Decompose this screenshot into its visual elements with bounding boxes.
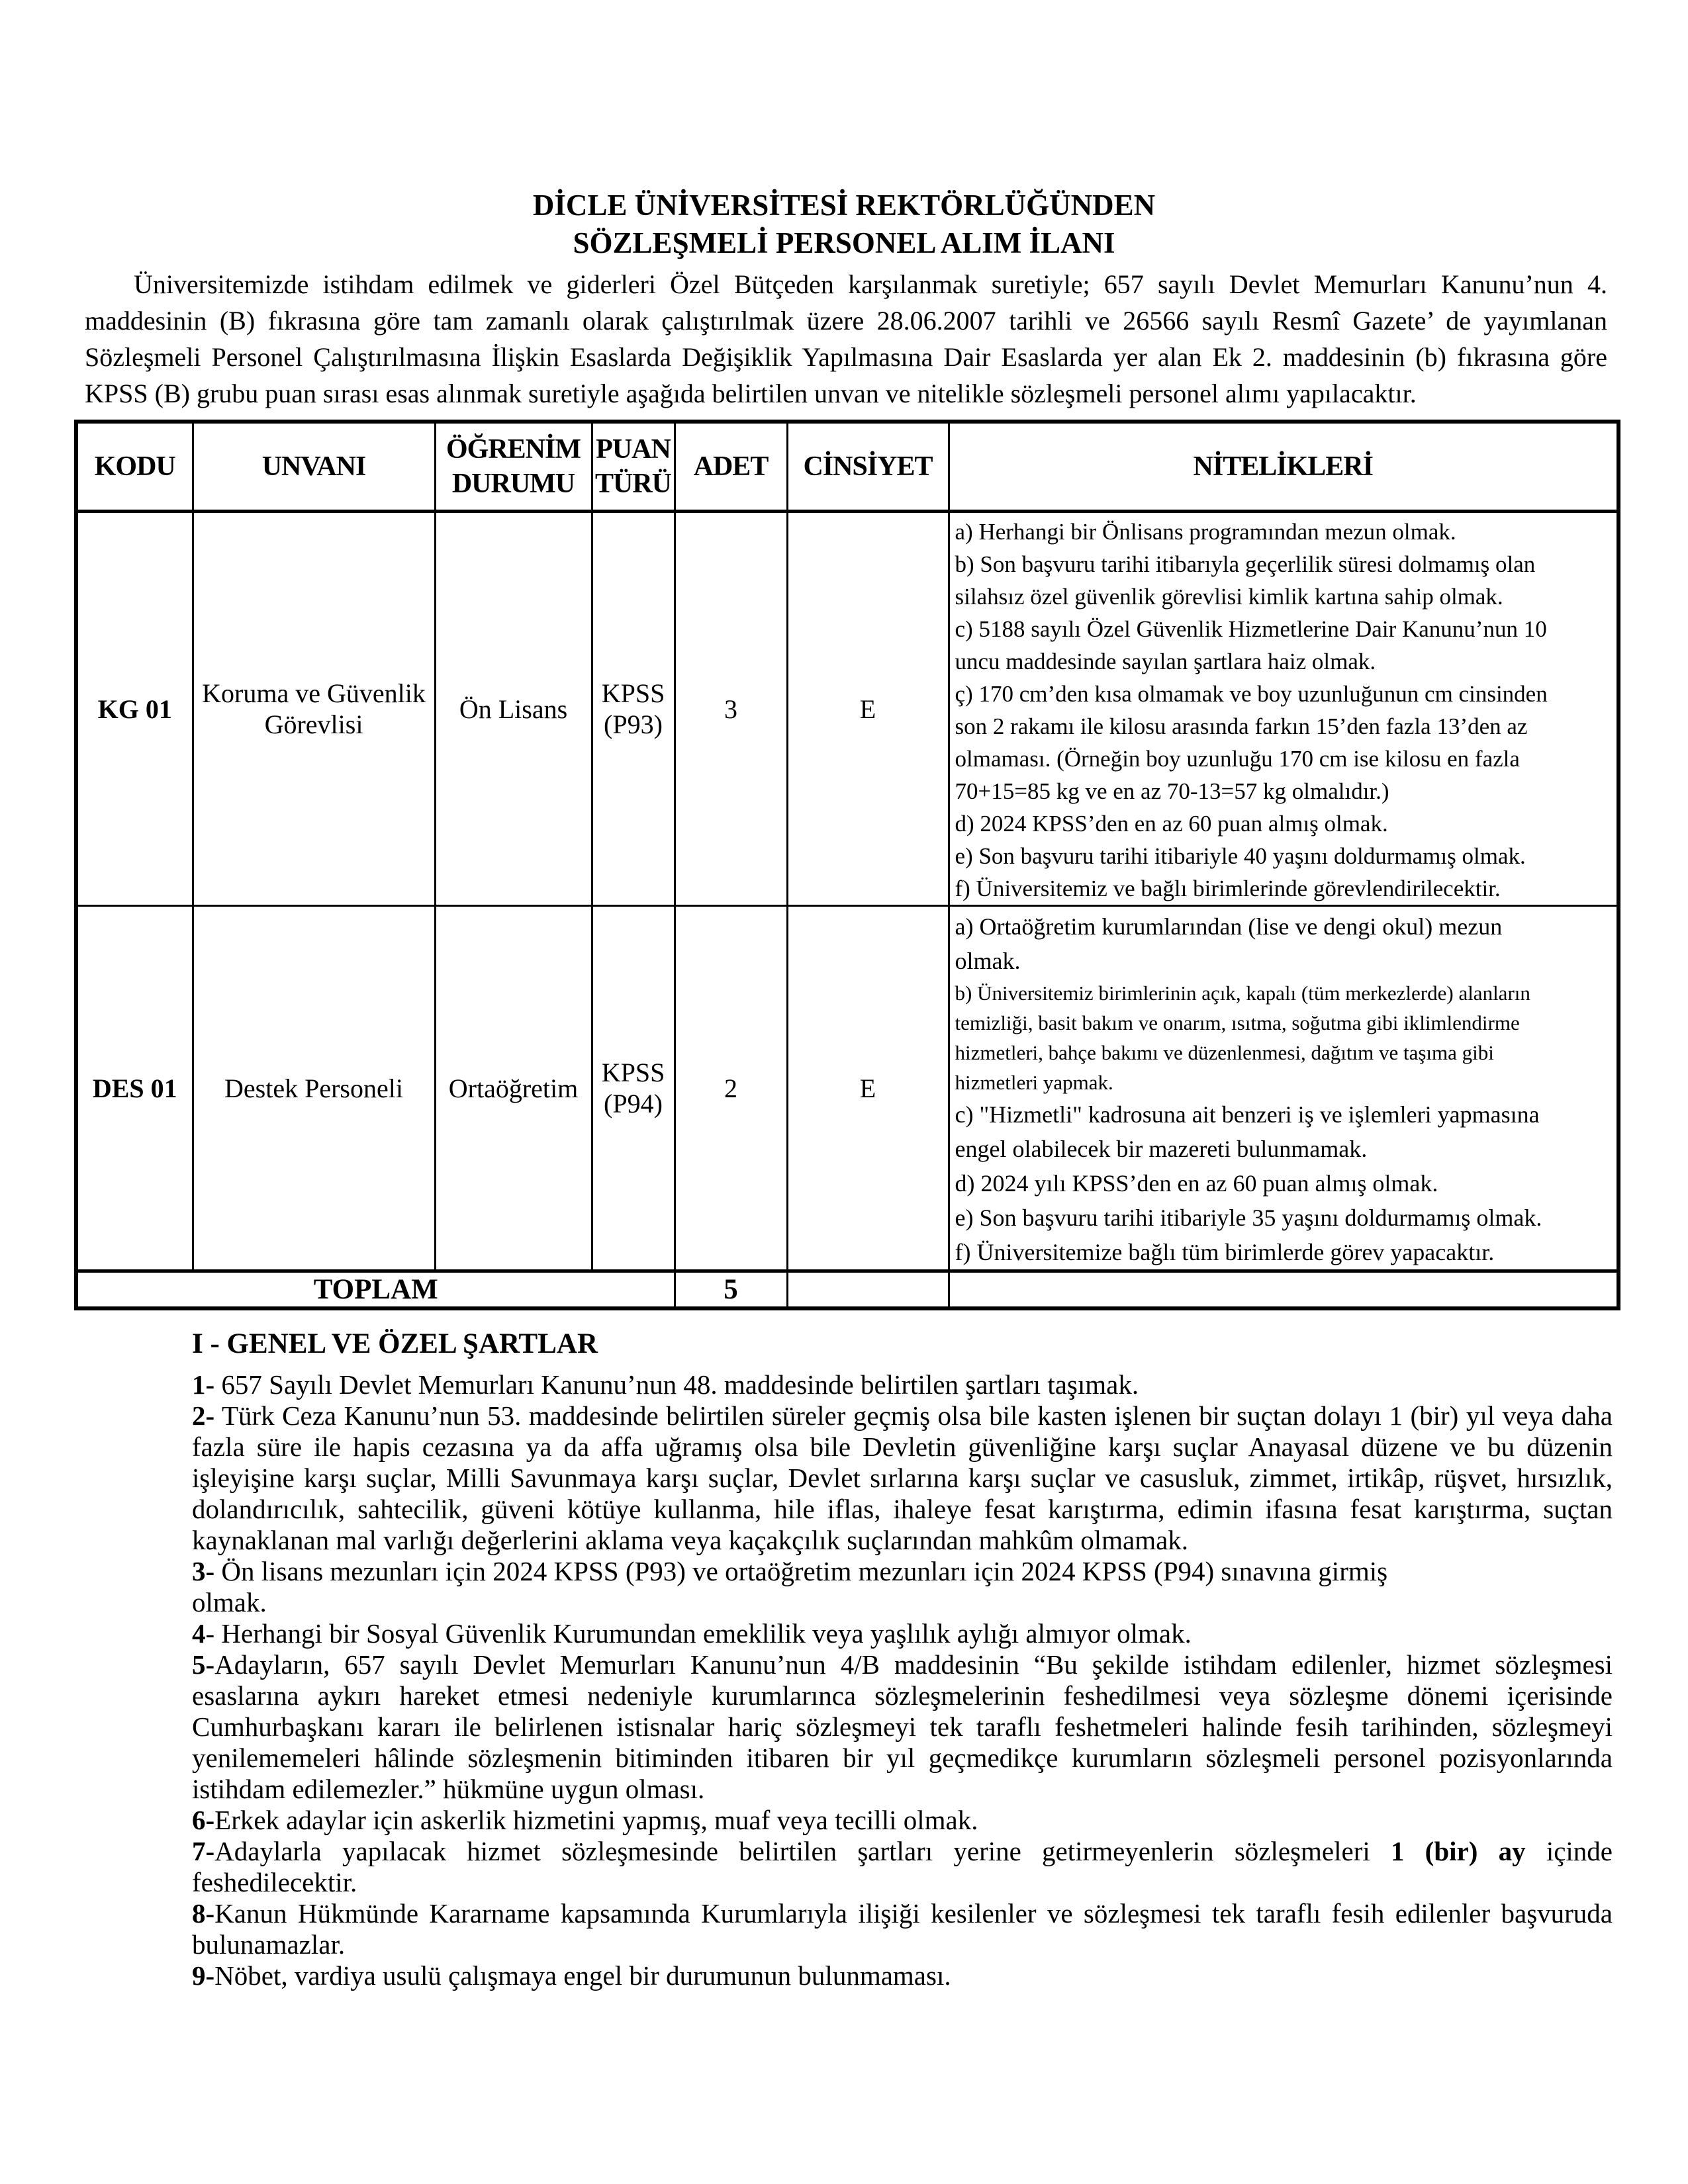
total-row xyxy=(76,1271,1618,1308)
cinsiyet-cell: E xyxy=(787,906,949,1271)
qualification-line: hizmetleri, bahçe bakımı ve düzenlenmesi, dağıtım ve taşıma gibi xyxy=(955,1041,1494,1064)
doc-title-line2: SÖZLEŞMELİ PERSONEL ALIM İLANI xyxy=(573,226,1115,259)
total-label-cell: TOPLAM xyxy=(76,1271,675,1308)
genel-sart-item-6 xyxy=(192,1805,1613,1836)
genel-sart-item-4 xyxy=(192,1618,1613,1649)
position-row-kg01 xyxy=(76,512,1618,906)
ogrenim-durumu-cell: Ön Lisans xyxy=(435,512,592,906)
qualification-line: d) 2024 yılı KPSS’den en az 60 puan almış olmak. xyxy=(955,1170,1438,1197)
qualification-line: silahsız özel güvenlik görevlisi kimlik kartına sahip olmak. xyxy=(955,584,1503,610)
item-text: Nöbet, vardiya usulü çalışmaya engel bir durumunun bulunmaması. xyxy=(214,1960,951,1991)
item-text: Adayların, 657 sayılı Devlet Memurları Kanunu’nun 4/B maddesinin “Bu şekilde istihdam edilenler, hizmet sözleşmesi esaslarına aykırı hareket etmesi nedeniyle kurumlarınca sözleşmelerinin feshedilmesi veya sözleşme dönemi içerisinde Cumhurbaşkanı kararı ile belirlenen istisnalar hariç sözleşmeyi tek taraflı feshetmeleri halinde fesih tarihinden, sözleşmeyi yenilememeleri hâlinde sözleşmenin bitiminden itibaren bir yıl geçmedikçe kurumların sözleşmeli personel pozisyonlarında istihdam edilemezler.” hükmüne uygun olması. xyxy=(192,1649,1613,1804)
genel-sartlar-list xyxy=(192,1369,1613,1991)
genel-sart-item-7 xyxy=(192,1836,1613,1898)
item-text: Erkek adaylar için askerlik hizmetini yapmış, muaf veya tecilli olmak. xyxy=(214,1804,978,1835)
genel-sart-item-1 xyxy=(192,1369,1613,1400)
genel-sart-item-3 xyxy=(192,1556,1613,1618)
cinsiyet-cell: E xyxy=(787,512,949,906)
item-text: Türk Ceza Kanunu’nun 53. maddesinde belirtilen süreler geçmiş olsa bile kasten işlenen bir suçtan dolayı 1 (bir) yıl veya daha fazla süre ile hapis cezasına ya da affa uğramış olsa bile Devletin güvenliğine karşı suçlar Anayasal düzene ve bu düzenin işleyişine karşı suçlar, Milli Savunmaya karşı suçlar, Devlet sırlarına karşı suçlar ve casusluk, zimmet, irtikâp, rüşvet, hırsızlık, dolandırıcılık, sahtecilik, güveni kötüye kullanma, hile iflas, ihaleye fesat karıştırma, edimin ifasına fesat karıştırma, suçtan kaynaklanan mal varlığı değerlerini aklama veya kaçakçılık suçlarından mahkûm olmamak. xyxy=(192,1400,1613,1555)
genel-sart-item-2 xyxy=(192,1400,1613,1556)
col-header-adet: ADET xyxy=(675,422,787,512)
col-header-cinsiyet: CİNSİYET xyxy=(787,422,949,512)
qualification-line: e) Son başvuru tarihi itibariyle 40 yaşını doldurmamış olmak. xyxy=(955,843,1526,869)
genel-sart-item-8 xyxy=(192,1898,1613,1960)
item-text: 657 Sayılı Devlet Memurları Kanunu’nun 48. maddesinde belirtilen şartları taşımak. xyxy=(214,1369,1139,1400)
col-header-unvani: UNVANI xyxy=(193,422,435,512)
item-text: - Herhangi bir Sosyal Güvenlik Kurumundan emeklilik veya yaşlılık aylığı almıyor olmak. xyxy=(205,1617,1192,1649)
qualification-line: ç) 170 cm’den kısa olmamak ve boy uzunluğunun cm cinsinden xyxy=(955,681,1548,707)
unvani-cell: Koruma ve Güvenlik Görevlisi xyxy=(193,512,435,906)
item-text-bold: 1 (bir) ay xyxy=(1390,1835,1526,1866)
qualification-line: f) Üniversitemiz ve bağlı birimlerinde görevlendirilecektir. xyxy=(955,876,1501,901)
item-text: Kanun Hükmünde Kararname kapsamında Kurumlarıyla ilişiği kesilenler ve sözleşmesi tek taraflı fesih edilenler başvuruda bulunamazlar. xyxy=(192,1897,1613,1960)
qualification-line: c) "Hizmetli" kadrosuna ait benzeri iş ve işlemleri yapmasına xyxy=(955,1101,1540,1128)
qualification-line: b) Son başvuru tarihi itibarıyla geçerlilik süresi dolmamış olan xyxy=(955,551,1536,577)
item-number: 9- xyxy=(192,1960,215,1991)
qualification-line: a) Ortaöğretim kurumlarından (lise ve dengi okul) mezun xyxy=(955,913,1503,940)
qualification-line: 70+15=85 kg ve en az 70-13=57 kg olmalıdır.) xyxy=(955,778,1389,804)
qualification-line: d) 2024 KPSS’den en az 60 puan almış olmak. xyxy=(955,811,1388,837)
item-text: Ön lisans mezunları için 2024 KPSS (P93) ve ortaöğretim mezunları için 2024 KPSS (P94) sınavına girmiş xyxy=(214,1555,1388,1586)
item-text: Adaylarla yapılacak hizmet sözleşmesinde belirtilen şartları yerine getirmeyenlerin sözleşmeleri xyxy=(214,1835,1391,1866)
positions-table xyxy=(74,420,1620,1310)
adet-cell: 3 xyxy=(675,512,787,906)
puan-turu-cell: KPSS (P93) xyxy=(592,512,675,906)
qualification-line: olmak. xyxy=(955,948,1021,974)
puan-turu-cell: KPSS (P94) xyxy=(592,906,675,1271)
item-number: 2- xyxy=(192,1400,215,1431)
col-header-kodu: KODU xyxy=(76,422,193,512)
item-number: 7- xyxy=(192,1835,215,1866)
col-header-puan-turu: PUAN TÜRÜ xyxy=(592,422,675,512)
adet-cell: 2 xyxy=(675,906,787,1271)
intro-paragraph: Üniversitemizde istihdam edilmek ve giderleri Özel Bütçeden karşılanmak suretiyle; 657 sayılı Devlet Memurları Kanunu’nun 4. maddesinin (B) fıkrasına göre tam zamanlı olarak çalıştırılmak üzere 28.06.2007 tarihli ve 26566 sayılı Resmî Gazete’ de yayımlanan Sözleşmeli Personel Çalıştırılmasına İlişkin Esaslarda Değişiklik Yapılmasına Dair Esaslarda yer alan Ek 2. maddesinin (b) fıkrasına göre KPSS (B) grubu puan sırası esas alınmak suretiyle aşağıda belirtilen unvan ve nitelikle sözleşmeli personel alımı yapılacaktır. xyxy=(85,269,1607,408)
col-header-ogrenim-durumu: ÖĞRENİM DURUMU xyxy=(435,422,592,512)
nitelikler-cell xyxy=(949,512,1618,906)
table-header-row xyxy=(76,422,1618,512)
genel-sart-item-5 xyxy=(192,1649,1613,1805)
position-row-des01 xyxy=(76,906,1618,1271)
item-text: içinde feshedilecektir. xyxy=(192,1835,1613,1897)
genel-sartlar-heading: I - GENEL VE ÖZEL ŞARTLAR xyxy=(192,1328,598,1359)
qualification-line: c) 5188 sayılı Özel Güvenlik Hizmetlerine Dair Kanunu’nun 10 xyxy=(955,616,1547,642)
item-number: 5- xyxy=(192,1649,215,1680)
total-adet-cell: 5 xyxy=(675,1271,787,1308)
ogrenim-durumu-cell: Ortaöğretim xyxy=(435,906,592,1271)
qualification-line: uncu maddesinde sayılan şartlara haiz olmak. xyxy=(955,649,1376,674)
kodu-cell: KG 01 xyxy=(76,512,193,906)
qualification-line: a) Herhangi bir Önlisans programından mezun olmak. xyxy=(955,519,1456,545)
nitelikler-cell xyxy=(949,906,1618,1271)
qualification-line: hizmetleri yapmak. xyxy=(955,1071,1113,1094)
item-number: 1- xyxy=(192,1369,215,1400)
unvani-cell: Destek Personeli xyxy=(193,906,435,1271)
qualification-line: e) Son başvuru tarihi itibariyle 35 yaşını doldurmamış olmak. xyxy=(955,1205,1542,1231)
total-empty-nitelikler-cell xyxy=(949,1271,1618,1308)
doc-title-line1: DİCLE ÜNİVERSİTESİ REKTÖRLÜĞÜNDEN xyxy=(532,189,1156,222)
item-number: 8- xyxy=(192,1897,215,1929)
item-number: 6- xyxy=(192,1804,215,1835)
qualification-line: b) Üniversitemiz birimlerinin açık, kapalı (tüm merkezlerde) alanların xyxy=(955,981,1530,1005)
genel-sart-item-9 xyxy=(192,1960,1613,1991)
kodu-cell: DES 01 xyxy=(76,906,193,1271)
qualification-line: f) Üniversitemize bağlı tüm birimlerde görev yapacaktır. xyxy=(955,1239,1495,1265)
qualification-line: engel olabilecek bir mazereti bulunmamak. xyxy=(955,1136,1368,1162)
qualification-line: olmaması. (Örneğin boy uzunluğu 170 cm ise kilosu en fazla xyxy=(955,746,1520,772)
col-header-nitelikleri: NİTELİKLERİ xyxy=(949,422,1618,512)
item-number: 3- xyxy=(192,1555,215,1586)
item-number: 4 xyxy=(192,1617,206,1649)
qualification-line: temizliği, basit bakım ve onarım, ısıtma, soğutma gibi iklimlendirme xyxy=(955,1011,1520,1034)
total-empty-cinsiyet-cell xyxy=(787,1271,949,1308)
item-text-continuation: olmak. xyxy=(192,1586,267,1617)
qualification-line: son 2 rakamı ile kilosu arasında farkın 15’den fazla 13’den az xyxy=(955,713,1528,739)
